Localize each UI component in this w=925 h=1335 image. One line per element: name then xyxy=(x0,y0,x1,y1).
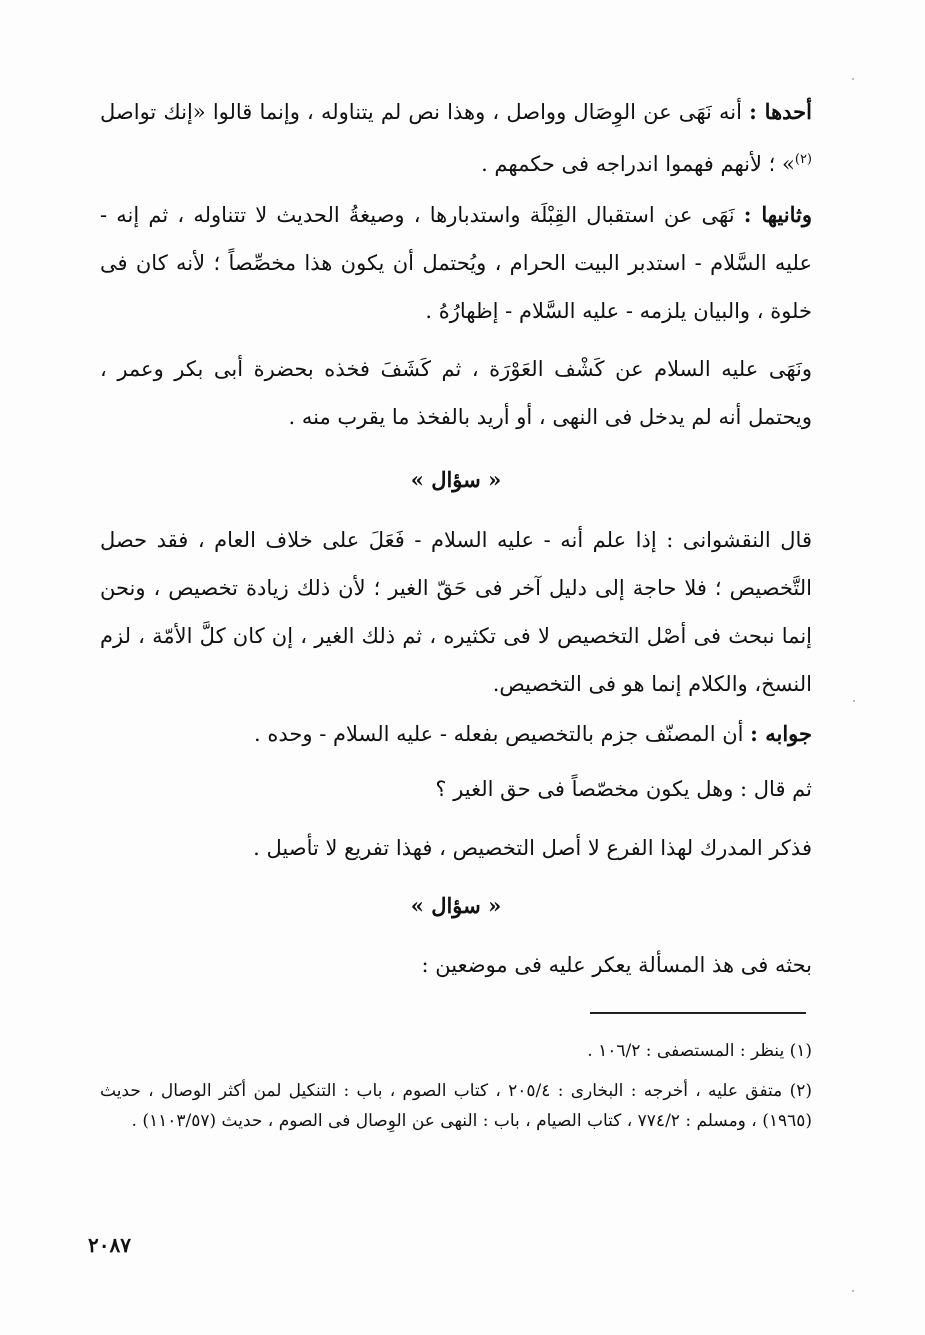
paragraph-answer xyxy=(100,710,834,758)
paragraph-second xyxy=(100,191,812,335)
page-number: ٢٠٨٧ xyxy=(88,1233,131,1257)
scan-speck xyxy=(853,700,855,702)
paragraph-third: ونَهَى عليه السلام عن كَشْف العَوْرَة ، ثم كَشَفَ فخذه بحضرة أبى بكر وعمر ، ويحتمل أنه لم يدخل فى النهى ، أو أريد بالفخذ ما يقرب منه . xyxy=(100,357,812,429)
paragraph-first xyxy=(100,88,812,188)
scan-speck xyxy=(852,78,854,80)
paragraph-discussion: بحثه فى هذ المسألة يعكر عليه فى موضعين : xyxy=(421,953,812,977)
paragraph-lead: وثانيها : xyxy=(743,202,812,227)
paragraph-body: أن المصنّف جزم بالتخصيص بفعله - عليه السلام - وحده . xyxy=(254,722,744,746)
paragraph-tail: » ؛ لأنهم فهموا اندراجه فى حكمهم . xyxy=(481,152,795,176)
footnote-1: (١) ينظر : المستصفى : ١٠٦/٢ . xyxy=(587,1041,812,1061)
section-heading-question: « سؤال » xyxy=(410,893,502,918)
paragraph-then-said: ثم قال : وهل يكون مخصّصاً فى حق الغير ؟ xyxy=(435,777,812,801)
paragraph-lead: جوابه : xyxy=(750,721,812,746)
footnote-reference[interactable]: (٢) xyxy=(794,152,812,167)
footnote-2: (٢) متفق عليه ، أخرجه : البخارى : ٢٠٥/٤ ، كتاب الصوم ، باب : التنكيل لمن أكثر الوصال ، حديث (١٩٦٥) ، ومسلم : ٧٧٤/٢ ، كتاب الصيام ، باب : النهى عن الوِصال فى الصوم ، حديث (١١٠٣/٥٧) . xyxy=(100,1081,812,1131)
paragraph-lead: أحدها : xyxy=(749,99,812,124)
paragraph-naqshawani: قال النقشوانى : إذا علم أنه - عليه السلام - فَعَلَ على خلاف العام ، فقد حصل التَّخصيص ؛ فلا حاجة إلى دليل آخر فى حَقّ الغير ؛ لأن ذلك زيادة تخصيص ، ونحن إنما نبحث فى أصْل التخصيص لا فى تكثيره ، ثم ذلك الغير ، إن كان كلَّ الأمّة ، لزم النسخ، والكلام إنما هو فى التخصيص. xyxy=(100,528,812,696)
scan-speck xyxy=(852,1290,854,1292)
footnote-divider xyxy=(590,1012,806,1014)
paragraph-body: نَهَى عن استقبال القِبْلَة واستدبارها ، وصيغةُ الحديث لا تتناوله ، ثم إنه - عليه السَّلام - استدبر البيت الحرام ، ويُحتمل أن يكون هذا مخصِّصاً ؛ لأنه كان فى خلوة ، والبيان يلزمه - عليه السَّلام - إظهارُهُ . xyxy=(100,203,812,323)
paragraph-body: أنه نَهَى عن الوِصَال وواصل ، وهذا نص لم يتناوله ، وإنما قالوا «إنك تواصل xyxy=(100,100,742,124)
paragraph-mentioned: فذكر المدرك لهذا الفرع لا أصل التخصيص ، فهذا تفريع لا تأصيل . xyxy=(253,836,812,860)
section-heading-question: « سؤال » xyxy=(410,467,502,492)
